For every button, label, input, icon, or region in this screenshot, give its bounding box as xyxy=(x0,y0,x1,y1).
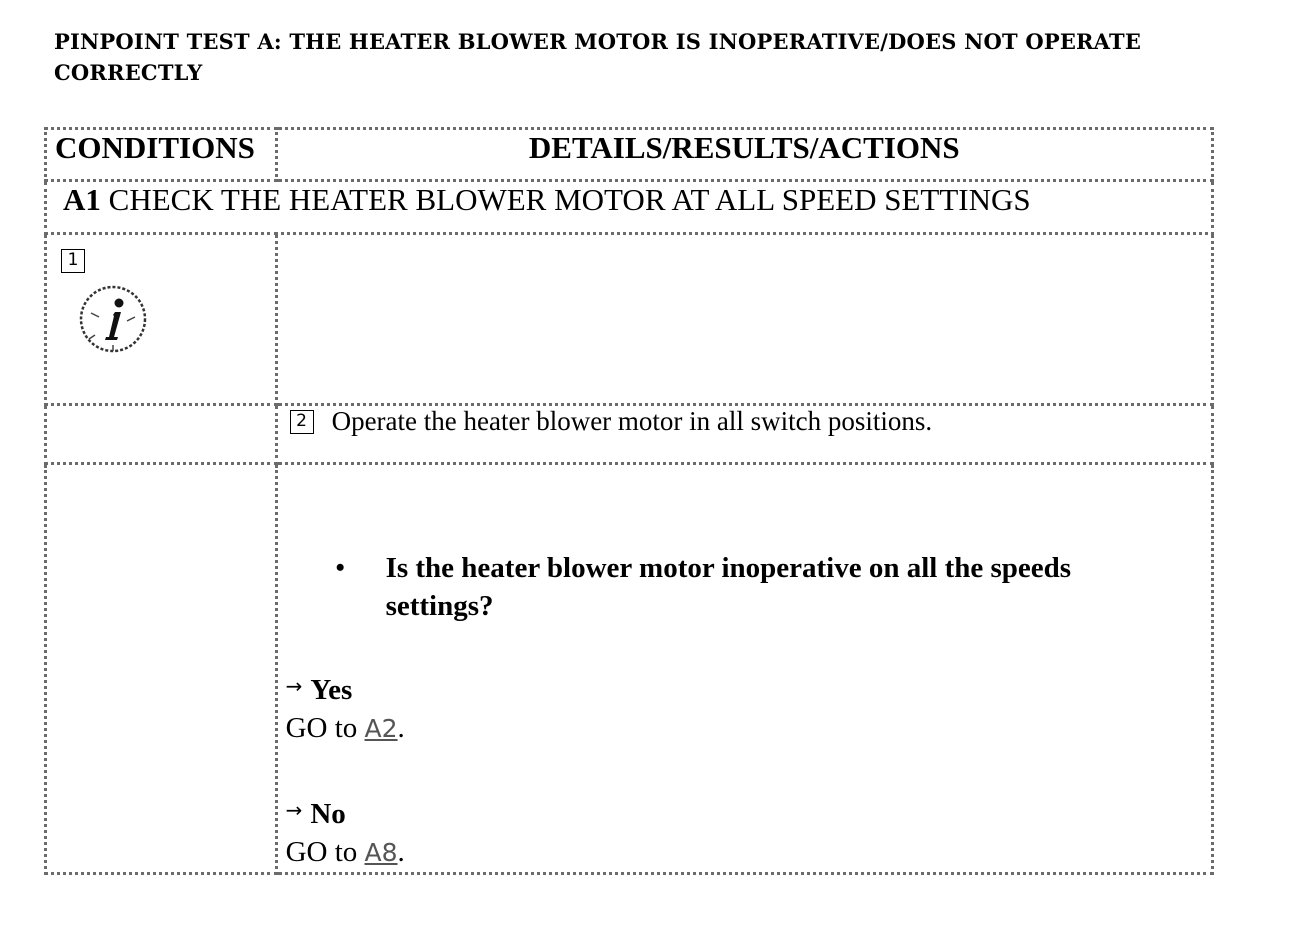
substep-row-2 xyxy=(46,405,1213,464)
step-id: A1 xyxy=(63,182,101,217)
information-icon xyxy=(77,283,149,355)
question xyxy=(336,549,1156,625)
action-suffix: . xyxy=(397,836,405,868)
result-conditions xyxy=(46,464,277,874)
action-suffix: . xyxy=(397,712,405,744)
answer-label: No xyxy=(310,798,346,830)
header-row xyxy=(46,129,1213,181)
substep-1-conditions xyxy=(46,234,277,405)
bullet: • xyxy=(335,553,345,582)
arrow-right-icon: → xyxy=(285,674,303,698)
substep-row-1 xyxy=(46,234,1213,405)
substep-2-details xyxy=(276,405,1212,464)
answer-label: Yes xyxy=(310,674,353,706)
substep-number-box: 2 xyxy=(290,410,314,434)
pinpoint-test-table xyxy=(44,127,1214,875)
answer-no xyxy=(286,791,1211,872)
page-title: PINPOINT TEST A: THE HEATER BLOWER MOTOR IS INOPERATIVE/DOES NOT OPERATE CORRECTLY xyxy=(54,29,1142,85)
step-row xyxy=(46,181,1213,234)
substep-number-box: 1 xyxy=(61,249,85,273)
action-prefix: GO to xyxy=(285,712,358,744)
result-details xyxy=(276,464,1212,874)
action-prefix: GO to xyxy=(285,836,358,868)
goto-a8-link[interactable]: A8 xyxy=(364,838,398,867)
result-row xyxy=(46,464,1213,874)
step-title: CHECK THE HEATER BLOWER MOTOR AT ALL SPEED SETTINGS xyxy=(108,182,1031,217)
substep-2-conditions xyxy=(46,405,277,464)
step-heading xyxy=(46,181,1213,234)
question-text: Is the heater blower motor inoperative on all the speeds settings? xyxy=(385,552,1072,622)
conditions-header: CONDITIONS xyxy=(46,129,277,181)
substep-2-instruction: Operate the heater blower motor in all switch positions. xyxy=(331,406,933,436)
details-header: DETAILS/RESULTS/ACTIONS xyxy=(276,129,1212,181)
goto-a2-link[interactable]: A2 xyxy=(364,714,398,743)
arrow-right-icon: → xyxy=(285,798,303,822)
answer-yes xyxy=(286,667,1211,748)
substep-1-details xyxy=(276,234,1212,405)
